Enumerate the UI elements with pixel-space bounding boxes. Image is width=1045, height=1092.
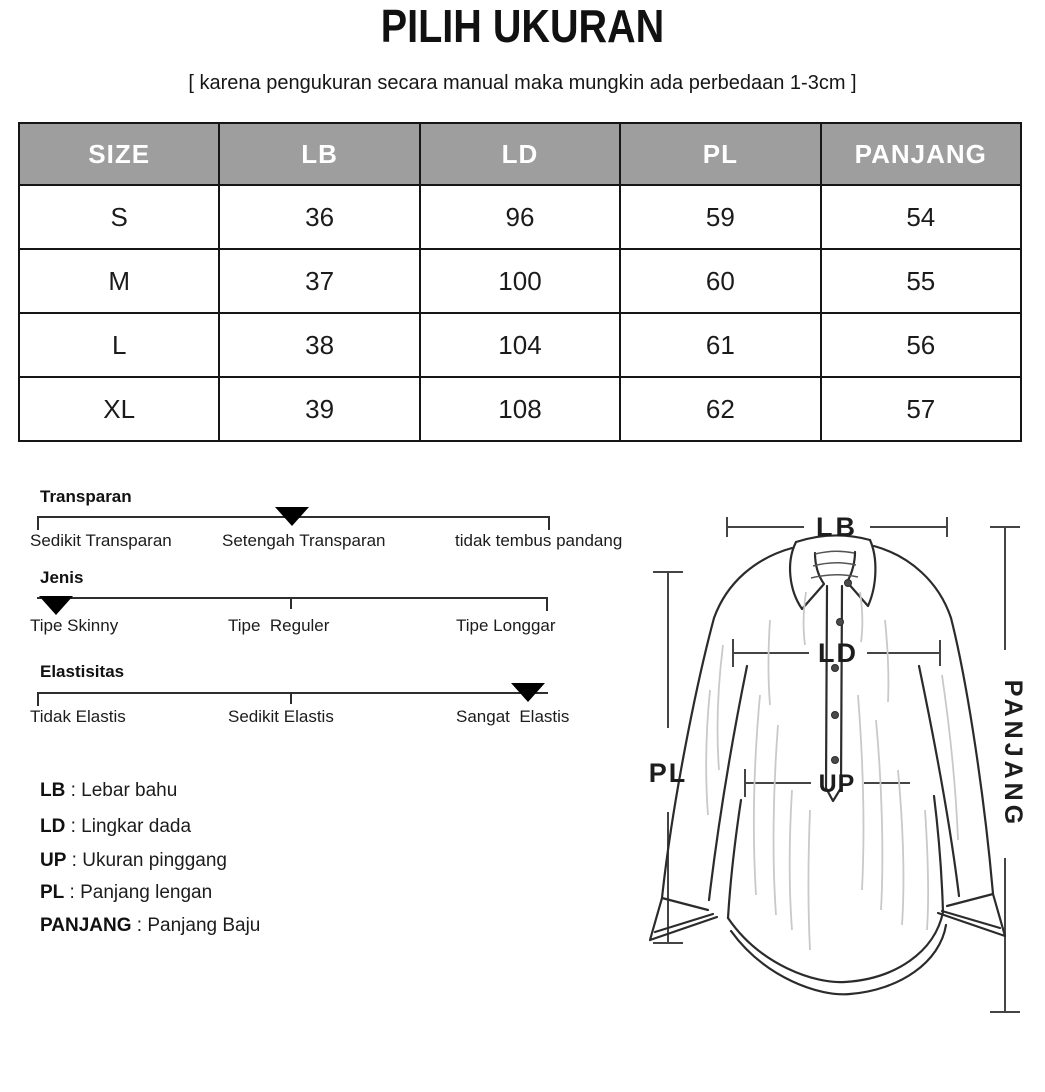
- lb-dimension-label: LB: [816, 512, 858, 542]
- legend-item-ld: [40, 816, 191, 838]
- slider-label: Sedikit Elastis: [228, 707, 334, 726]
- button: [832, 757, 839, 764]
- page-title: PILIH UKURAN: [380, 0, 665, 52]
- table-row-m: [19, 249, 1021, 313]
- right-sleeve-inner: [919, 666, 959, 896]
- legend-abbr: PANJANG: [40, 915, 132, 936]
- button: [845, 580, 852, 587]
- cell: 61: [620, 313, 820, 377]
- table-row-xl: [19, 377, 1021, 441]
- cell: M: [19, 249, 219, 313]
- legend-item-pl: [40, 882, 212, 904]
- slider-title-jenis: Jenis: [40, 568, 84, 587]
- legend-abbr: UP: [40, 850, 67, 871]
- cell: 108: [420, 377, 620, 441]
- size-table-header-row: [19, 123, 1021, 185]
- slider-tick: [290, 597, 292, 609]
- cell: S: [19, 185, 219, 249]
- pl-dimension-label: PL: [648, 758, 688, 788]
- slider-title-elastisitas: Elastisitas: [40, 662, 125, 681]
- shirt-outline: [650, 535, 1005, 994]
- cell: 54: [821, 185, 1021, 249]
- cell: 39: [219, 377, 419, 441]
- right-cuff: [938, 894, 1005, 936]
- legend-desc: Panjang Baju: [147, 915, 261, 936]
- legend-separator: :: [64, 882, 81, 903]
- ld-dimension-label: LD: [818, 638, 858, 668]
- page-subtitle: [ karena pengukuran secara manual maka mungkin ada perbedaan 1-3cm ]: [188, 72, 857, 94]
- legend-desc: Panjang lengan: [80, 882, 213, 903]
- hem-inner: [731, 925, 946, 994]
- cell: 96: [420, 185, 620, 249]
- slider-marker-jenis-icon: [39, 596, 73, 615]
- legend-separator: :: [65, 780, 82, 801]
- cell: XL: [19, 377, 219, 441]
- slider-label: Sedikit Transparan: [30, 531, 172, 550]
- button: [832, 712, 839, 719]
- legend-abbr: LB: [40, 780, 66, 801]
- slider-label: Tipe Longgar: [456, 616, 556, 635]
- header-cell-ld: LD: [420, 123, 620, 185]
- cell: 104: [420, 313, 620, 377]
- cell: 62: [620, 377, 820, 441]
- hem-outer: [728, 912, 943, 982]
- slider-label: Setengah Transparan: [222, 531, 386, 550]
- cell: 59: [620, 185, 820, 249]
- header-cell-panjang: PANJANG: [821, 123, 1021, 185]
- cell: 60: [620, 249, 820, 313]
- header-cell-pl: PL: [620, 123, 820, 185]
- legend-abbr: PL: [40, 882, 65, 903]
- legend-separator: :: [66, 850, 83, 871]
- cell: 57: [821, 377, 1021, 441]
- right-shoulder-sleeve: [874, 546, 993, 894]
- collar-left-lapel: [790, 542, 824, 609]
- button: [837, 619, 844, 626]
- legend-abbr: LD: [40, 816, 66, 837]
- legend-item-panjang: [40, 915, 260, 937]
- table-row-s: [19, 185, 1021, 249]
- slider-track-elastisitas: [37, 692, 548, 706]
- table-row-l: [19, 313, 1021, 377]
- header-cell-lb: LB: [219, 123, 419, 185]
- cell: 100: [420, 249, 620, 313]
- left-sleeve-inner: [709, 666, 747, 900]
- legend-desc: Lebar bahu: [81, 780, 178, 801]
- size-table-body: [19, 185, 1021, 441]
- slider-marker-transparan-icon: [275, 507, 309, 526]
- shirt-diagram: [620, 470, 1045, 1092]
- slider-label: Tidak Elastis: [30, 707, 126, 726]
- cell: 36: [219, 185, 419, 249]
- slider-label: Sangat Elastis: [456, 707, 570, 726]
- left-body-side: [728, 800, 741, 918]
- slider-track-jenis: [37, 597, 548, 611]
- legend-desc: Ukuran pinggang: [82, 850, 227, 871]
- header-cell-size: SIZE: [19, 123, 219, 185]
- legend-desc: Lingkar dada: [81, 816, 192, 837]
- panjang-dimension-label: PANJANG: [999, 679, 1027, 829]
- slider-tick: [290, 692, 292, 704]
- slider-marker-elastisitas-icon: [511, 683, 545, 702]
- legend-item-up: [40, 850, 227, 872]
- left-cuff: [650, 898, 717, 940]
- cell: L: [19, 313, 219, 377]
- cell: 55: [821, 249, 1021, 313]
- legend-separator: :: [65, 816, 82, 837]
- slider-label: Tipe Skinny: [30, 616, 119, 635]
- up-dimension-label: UP: [818, 770, 856, 798]
- cell: 38: [219, 313, 419, 377]
- cell: 56: [821, 313, 1021, 377]
- cell: 37: [219, 249, 419, 313]
- right-body-side: [934, 796, 943, 912]
- size-table: [18, 122, 1022, 442]
- slider-label: Tipe Reguler: [228, 616, 330, 635]
- slider-title-transparan: Transparan: [40, 487, 132, 506]
- legend-separator: :: [131, 915, 148, 936]
- slider-label: tidak tembus pandang: [455, 531, 623, 550]
- dimension-lines: [653, 517, 1020, 1012]
- legend-item-lb: [40, 780, 177, 802]
- size-table-head: [19, 123, 1021, 185]
